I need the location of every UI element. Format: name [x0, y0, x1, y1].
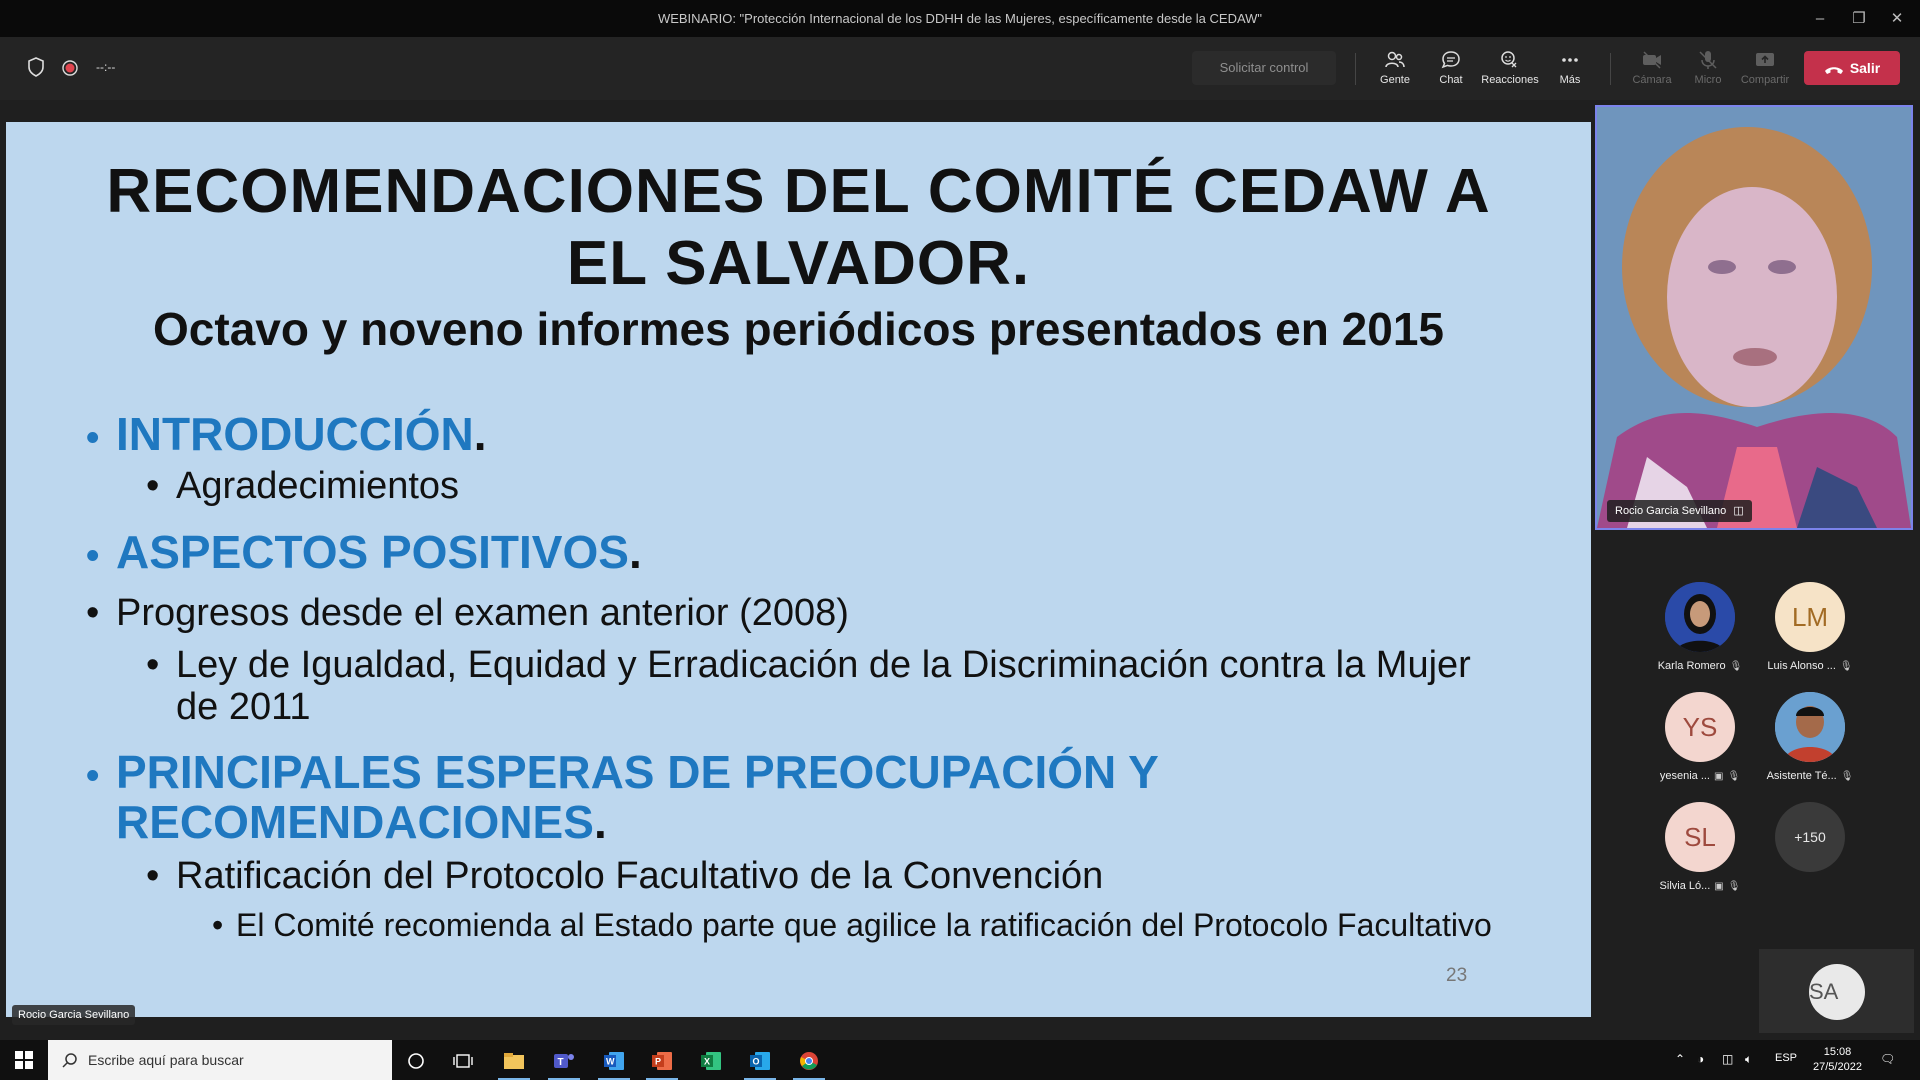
window-title: WEBINARIO: "Protección Internacional de los DDHH de las Mujeres, específicamente desde la CEDAW" [657, 11, 1263, 26]
participant-avatar: SL [1665, 802, 1735, 872]
presenter-name-label: Rocio Garcia Sevillano [12, 1005, 135, 1025]
hang-up-icon [1824, 64, 1844, 76]
meeting-timer: --:-- [96, 60, 116, 74]
participant-name: Luis Alonso ... 🎙︎ [1767, 660, 1853, 672]
mic-off-icon [1697, 49, 1719, 71]
recording-icon [62, 60, 78, 81]
more-icon [1559, 49, 1581, 71]
taskbar-search-box[interactable] [48, 1040, 392, 1080]
more-button[interactable] [1540, 49, 1600, 93]
clock-time: 15:08 [1823, 1046, 1852, 1058]
bullet-text: de 2011 [176, 686, 311, 728]
windows-taskbar [0, 1040, 1920, 1080]
tray-app-icon[interactable]: ◑ [1697, 1052, 1705, 1066]
teams-icon[interactable] [544, 1046, 584, 1076]
screen-share-icon: ◫ [1733, 505, 1744, 517]
outlook-icon[interactable] [740, 1046, 780, 1076]
cortana-icon[interactable] [396, 1046, 436, 1076]
file-explorer-icon[interactable] [494, 1046, 534, 1076]
bullet-aspectos-positivos: • ASPECTOS POSITIVOS. [116, 526, 642, 578]
more-participants-tile[interactable] [1755, 802, 1865, 872]
share-icon [1754, 49, 1776, 71]
people-icon [1384, 49, 1406, 71]
bullet-text: Ley de Igualdad, Equidad y Erradicación de la Discriminación contra la Mujer [176, 644, 1471, 686]
camera-off-icon: ▣ [1714, 881, 1724, 892]
minimize-icon[interactable]: – [1815, 10, 1825, 27]
participant-tile[interactable] [1645, 692, 1755, 782]
mic-muted-icon: 🎙︎ [1727, 771, 1741, 782]
slide-page-number: 23 [1446, 965, 1468, 986]
mic-muted-icon: 🎙︎ [1840, 771, 1854, 782]
request-control-button[interactable]: Solicitar control [1192, 51, 1336, 85]
bullet-dot: • [146, 855, 160, 897]
video-name-label [1607, 500, 1752, 522]
restore-icon[interactable]: ❐ [1852, 10, 1866, 27]
bullet-dot: • [86, 417, 100, 459]
mic-muted-icon: 🎙︎ [1729, 661, 1743, 672]
reactions-icon [1499, 49, 1521, 71]
bullet-dot: • [86, 535, 100, 577]
reactions-label: Reacciones [1481, 74, 1539, 86]
mic-label: Micro [1694, 74, 1722, 86]
video-name-text: Rocio Garcia Sevillano [1615, 505, 1727, 517]
bullet-comite-recomienda [212, 906, 1492, 944]
people-button[interactable] [1365, 49, 1425, 93]
self-video-tile[interactable] [1759, 949, 1914, 1033]
chat-label: Chat [1439, 74, 1463, 86]
participant-name: Karla Romero 🎙︎ [1657, 660, 1743, 672]
participant-name: Asistente Té... 🎙︎ [1766, 770, 1854, 782]
chrome-icon[interactable] [789, 1046, 829, 1076]
leave-label: Salir [1849, 60, 1881, 76]
windows-start-icon[interactable] [4, 1046, 44, 1076]
bullet-text: Progresos desde el examen anterior (2008) [116, 592, 849, 634]
participant-name: yesenia ... ▣ 🎙︎ [1659, 770, 1741, 782]
participant-name: Silvia Ló... ▣ 🎙︎ [1659, 880, 1741, 892]
participant-tile[interactable] [1755, 582, 1865, 672]
bullet-dot: • [146, 465, 160, 507]
reactions-button[interactable] [1480, 49, 1540, 93]
participant-avatar: LM [1775, 582, 1845, 652]
participant-avatar-photo [1665, 582, 1735, 652]
camera-label: Cámara [1632, 74, 1672, 86]
svg-text:T: T [557, 1057, 564, 1068]
slide-title-line2: EL SALVADOR. [566, 229, 1031, 298]
bullet-ley-igualdad-cont [176, 685, 311, 729]
slide-title-line1: RECOMENDACIONES DEL COMITÉ CEDAW A [106, 157, 1491, 226]
participant-avatar: YS [1665, 692, 1735, 762]
svg-text:W: W [606, 1056, 615, 1067]
notifications-icon[interactable]: 🗨︎ [1880, 1052, 1896, 1066]
camera-button[interactable] [1622, 49, 1682, 93]
svg-text:X: X [704, 1056, 711, 1067]
bullet-agradecimientos [146, 464, 460, 508]
title-bar [0, 0, 1920, 37]
clock-date: 27/5/2022 [1813, 1061, 1862, 1073]
slide-subtitle: Octavo y noveno informes periódicos presentados en 2015 [153, 303, 1444, 355]
presenter-video-tile[interactable] [1595, 105, 1913, 530]
presenter-video-image [1597, 107, 1911, 528]
share-button[interactable] [1735, 49, 1795, 93]
bullet-text: Ratificación del Protocolo Facultativo de la Convención [176, 855, 1104, 897]
svg-text:O: O [752, 1056, 760, 1067]
powerpoint-icon[interactable] [642, 1046, 682, 1076]
more-participants-count: +150 [1775, 802, 1845, 872]
toolbar-divider [1610, 53, 1611, 85]
chat-icon [1440, 49, 1462, 71]
excel-icon[interactable] [691, 1046, 731, 1076]
bullet-ley-igualdad [146, 643, 1471, 687]
bullet-dot: • [86, 592, 100, 634]
section-heading: PRINCIPALES ESPERAS DE PREOCUPACIÓN Y [116, 746, 1159, 798]
participant-tile[interactable] [1645, 802, 1755, 892]
toolbar-divider [1355, 53, 1356, 85]
search-placeholder: Escribe aquí para buscar [88, 1052, 244, 1068]
bullet-ratificacion [146, 854, 1104, 898]
section-heading: RECOMENDACIONES [116, 796, 594, 848]
more-label: Más [1559, 74, 1581, 86]
share-label: Compartir [1740, 74, 1790, 86]
volume-icon[interactable]: 🔈︎ [1745, 1052, 1753, 1066]
word-icon[interactable] [594, 1046, 634, 1076]
taskbar-clock[interactable] [1813, 1045, 1862, 1075]
bullet-dot: • [212, 907, 224, 943]
close-icon[interactable]: ✕ [1890, 10, 1904, 27]
bullet-text: El Comité recomienda al Estado parte que agilice la ratificación del Protocolo Facultativo [236, 907, 1492, 943]
shield-icon [27, 57, 45, 82]
bullet-text: Agradecimientos [176, 465, 460, 507]
network-icon[interactable]: ◫ [1722, 1052, 1734, 1066]
camera-off-icon: ▣ [1713, 771, 1724, 782]
search-icon [62, 1052, 78, 1068]
participant-avatar-photo [1775, 692, 1845, 762]
section-heading: ASPECTOS POSITIVOS [116, 526, 629, 578]
chat-button[interactable] [1421, 49, 1481, 93]
mic-button[interactable] [1678, 49, 1738, 93]
meeting-toolbar [0, 37, 1920, 100]
chevron-up-icon[interactable]: ⌃ [1675, 1052, 1686, 1066]
mic-muted-icon: 🎙︎ [1727, 881, 1741, 892]
leave-button[interactable] [1804, 51, 1900, 85]
section-heading: INTRODUCCIÓN [116, 408, 474, 460]
svg-text:P: P [655, 1056, 662, 1067]
bullet-principales-cont: RECOMENDACIONES. [116, 796, 607, 848]
self-avatar: SA [1809, 964, 1865, 1020]
bullet-principales [86, 746, 1159, 798]
bullet-progresos [86, 591, 849, 635]
people-label: Gente [1380, 74, 1410, 86]
task-view-icon[interactable] [443, 1046, 483, 1076]
shared-presentation-slide [6, 122, 1591, 1017]
bullet-dot: • [146, 644, 160, 686]
bullet-dot: • [86, 755, 100, 797]
bullet-introduccion: • INTRODUCCIÓN. [116, 408, 487, 460]
mic-muted-icon: 🎙︎ [1839, 661, 1853, 672]
participant-tile[interactable] [1755, 692, 1865, 782]
camera-off-icon [1641, 49, 1663, 71]
language-indicator[interactable]: ESP [1775, 1052, 1798, 1064]
participant-tile[interactable] [1645, 582, 1755, 672]
